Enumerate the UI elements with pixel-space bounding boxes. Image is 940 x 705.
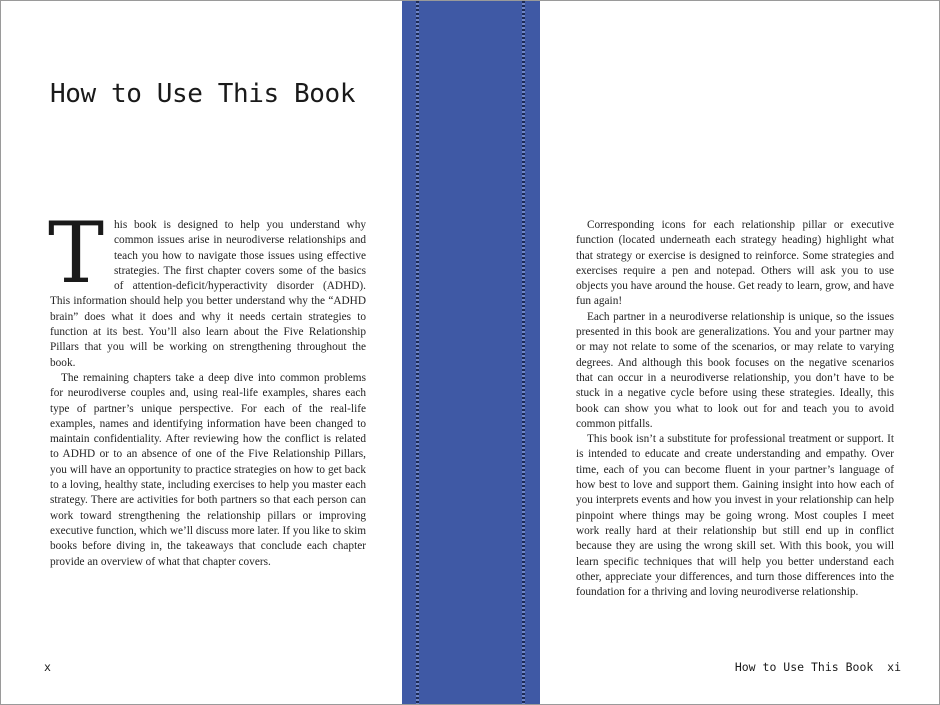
- page-number-left: x: [44, 660, 51, 674]
- body-paragraph: Each partner in a neurodiverse relationship is unique, so the issues presented in this book are generalizations. You and your partner may or may not relate to some of the scenarios, or may relate to varying degrees. And although this book focuses on the negative scenarios that can occur in a neurodiverse relationship, you don’t have to be stuck in a negative cycle before using these strategies. Ideally, this book can show you what to look out for and teach you to avoid common pitfalls.: [576, 310, 894, 430]
- intro-paragraph: [48, 204, 366, 371]
- blue-gutter-binding: [402, 1, 540, 704]
- running-footer-right: How to Use This Book xi: [734, 660, 901, 674]
- left-page: [1, 1, 402, 704]
- body-paragraph: The remaining chapters take a deep dive into common problems for neurodiverse couples and, using real-life examples, shares each type of partner’s unique perspective. For each of the real-life examples, names and identifying information have been changed to maintain confidentiality. After reviewing how the conflict is related to ADHD or to an absence of one of the Five Relationship Pillars, you will have an opportunity to practice strategies on how to get back to a loving, healthy state, including exercises to help you master each strategy. There are activities for both partners so that each person can work toward strengthening the relationship pillars or improving executive function, which we’ll discuss more later. If you like to skim books before diving in, the takeaways that conclude each chapter provide an overview of what that chapter covers.: [50, 371, 366, 568]
- stitch-line-left: [416, 1, 419, 704]
- intro-paragraph-text: his book is designed to help you understand why common issues arise in neurodiverse relationships and teach you how to navigate those issues using effective strategies. The first chapter covers some of the basics of attention-deficit/hyperactivity disorder (ADHD). This information should help you better understand why the “ADHD brain” does what it does and why it needs certain strategies to function at its best. You’ll also learn about the Five Relationship Pillars that you will be working on strengthening throughout the book.: [50, 219, 366, 369]
- left-page-body: [48, 204, 366, 570]
- body-paragraph: This book isn’t a substitute for professional treatment or support. It is intended to educate and create understanding and empathy. Over time, each of you can become fluent in your partner’s language of how best to love and support them. Gaining insight into how each of you interprets events and how you invest in your relationship can help pinpoint where things may be going wrong. Most couples I meet work really hard at their relationship but still end up in conflict because they are using the wrong skill set. With this book, you will learn specific techniques that will help you better understand each other, appreciate your differences, and turn those differences into the foundation for a thriving and loving neurodiverse relationship.: [576, 433, 894, 599]
- drop-cap: T: [48, 204, 105, 302]
- right-page: [540, 1, 939, 704]
- right-page-body: [576, 218, 894, 600]
- body-paragraph: Corresponding icons for each relationship pillar or executive function (located underneath each strategy heading) highlight what that strategy or exercise is designed to reinforce. Some strategies and exercises require a pen and notepad. Others will ask you to use objects you have around the house. Get ready to learn, grow, and have fun again!: [576, 219, 894, 308]
- stitch-line-right: [522, 1, 525, 704]
- page-title: How to Use This Book: [50, 79, 356, 109]
